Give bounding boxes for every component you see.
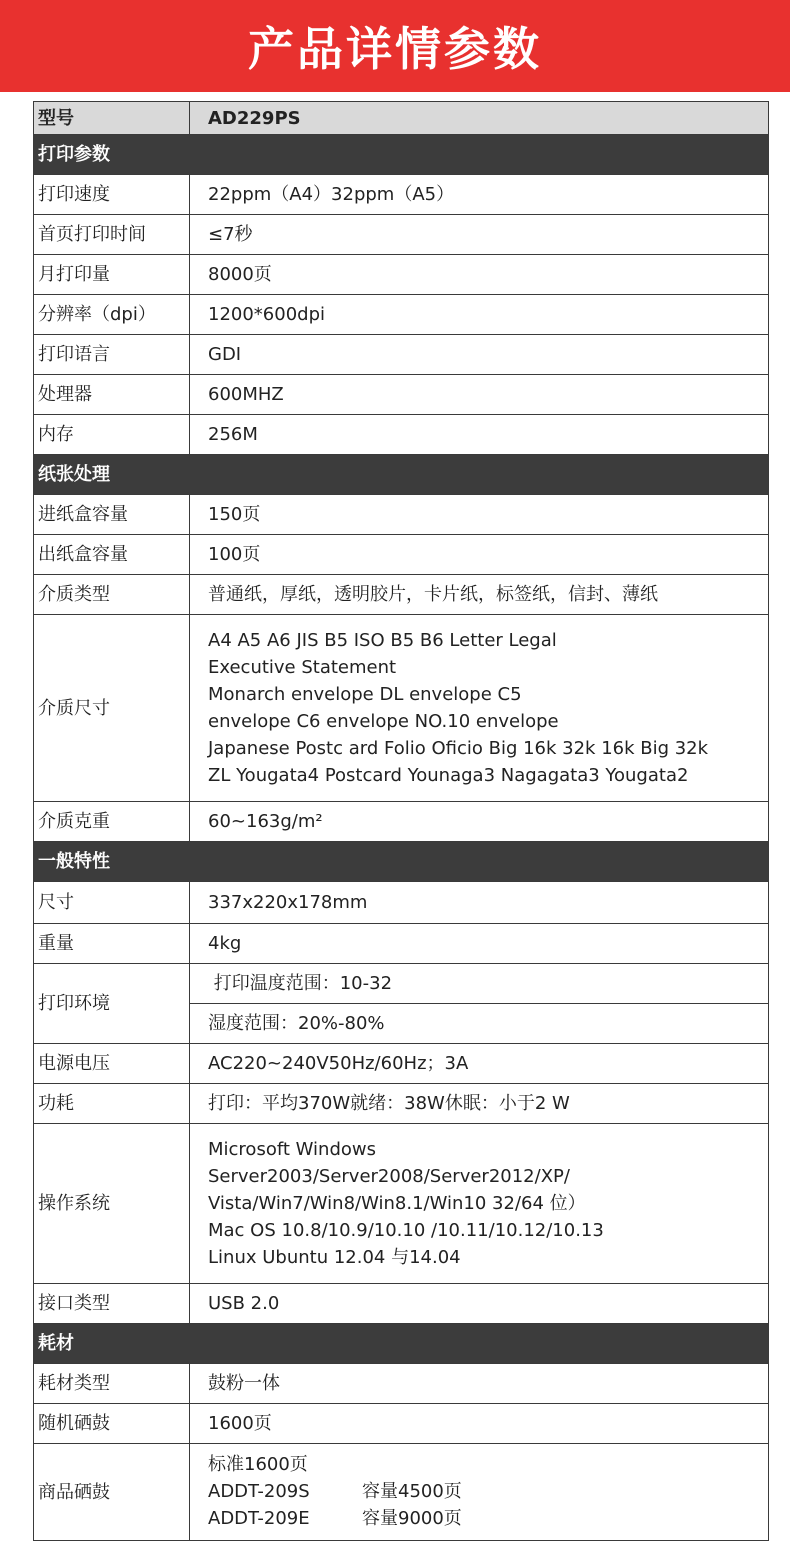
page-title: 产品详情参数 [248, 22, 542, 76]
spec-value: 普通纸，厚纸，透明胶片，卡片纸，标签纸，信封、薄纸 [190, 575, 769, 615]
media-size-line: A4 A5 A6 JIS B5 ISO B5 B6 Letter Legal [208, 630, 557, 651]
spec-value: 337x220x178mm [190, 882, 769, 924]
spec-value: USB 2.0 [190, 1284, 769, 1324]
spec-label: 耗材类型 [34, 1364, 190, 1404]
section-title-general: 一般特性 [34, 842, 769, 882]
spec-label: 介质类型 [34, 575, 190, 615]
section-header-general [34, 842, 769, 882]
section-title-consumables: 耗材 [34, 1324, 769, 1364]
table-row [34, 802, 769, 842]
spec-value: 1200*600dpi [190, 295, 769, 335]
cartridge-code: ADDT-209E [208, 1508, 310, 1529]
spec-label: 电源电压 [34, 1044, 190, 1084]
table-row [34, 175, 769, 215]
os-line: Microsoft Windows [208, 1139, 376, 1160]
table-row [34, 575, 769, 615]
spec-label: 首页打印时间 [34, 215, 190, 255]
spec-label: 内存 [34, 415, 190, 455]
section-header-paper [34, 455, 769, 495]
header-banner [0, 0, 790, 92]
media-size-line: Japanese Postc ard Folio Oficio Big 16k 32k 16k Big 32k [208, 738, 709, 759]
spec-value: 打印温度范围：10-32 [190, 964, 769, 1004]
table-row [34, 415, 769, 455]
spec-label: 接口类型 [34, 1284, 190, 1324]
spec-label: 打印语言 [34, 335, 190, 375]
cartridge-item [208, 1478, 768, 1505]
spec-value: 100页 [190, 535, 769, 575]
spec-value: 22ppm（A4）32ppm（A5） [190, 175, 769, 215]
spec-label: 尺寸 [34, 882, 190, 924]
table-row-model [34, 102, 769, 135]
table-row [34, 964, 769, 1004]
table-row [34, 495, 769, 535]
spec-value: 鼓粉一体 [190, 1364, 769, 1404]
section-header-print [34, 135, 769, 175]
spec-label: 出纸盒容量 [34, 535, 190, 575]
os-line: Mac OS 10.8/10.9/10.10 /10.11/10.12/10.13 [208, 1220, 604, 1241]
spec-value: 60~163g/m² [190, 802, 769, 842]
spec-label: 随机硒鼓 [34, 1404, 190, 1444]
table-row [34, 1284, 769, 1324]
spec-table [33, 101, 769, 1541]
table-row [34, 1404, 769, 1444]
cartridge-standard: 标准1600页 [208, 1454, 308, 1475]
spec-value: 1600页 [190, 1404, 769, 1444]
spec-label: 分辨率（dpi） [34, 295, 190, 335]
spec-value: 湿度范围：20%-80% [190, 1004, 769, 1044]
table-row [34, 1044, 769, 1084]
spec-label: 介质克重 [34, 802, 190, 842]
section-title-paper: 纸张处理 [34, 455, 769, 495]
spec-value: 4kg [190, 924, 769, 964]
cartridge-list [190, 1444, 769, 1541]
spec-label: 打印环境 [34, 964, 190, 1044]
spec-value: ≤7秒 [190, 215, 769, 255]
spec-label: 功耗 [34, 1084, 190, 1124]
table-row-media-size [34, 615, 769, 802]
table-row [34, 215, 769, 255]
table-row [34, 1364, 769, 1404]
media-size-line: Executive Statement [208, 657, 397, 678]
os-line: Linux Ubuntu 12.04 与14.04 [208, 1247, 461, 1268]
spec-value: 150页 [190, 495, 769, 535]
table-row-os [34, 1124, 769, 1284]
os-line: Vista/Win7/Win8/Win8.1/Win10 32/64 位） [208, 1193, 586, 1214]
spec-label: 重量 [34, 924, 190, 964]
spec-value: AC220~240V50Hz/60Hz；3A [190, 1044, 769, 1084]
os-list [190, 1124, 769, 1284]
spec-value: 256M [190, 415, 769, 455]
media-size-line: ZL Yougata4 Postcard Younaga3 Nagagata3 Yougata2 [208, 765, 689, 786]
model-value: AD229PS [190, 102, 769, 135]
os-line: Server2003/Server2008/Server2012/XP/ [208, 1166, 570, 1187]
table-row-cartridges [34, 1444, 769, 1541]
spec-label: 进纸盒容量 [34, 495, 190, 535]
spec-label: 打印速度 [34, 175, 190, 215]
spec-value: 打印：平均370W就绪：38W休眠：小于2 W [190, 1084, 769, 1124]
cartridge-capacity: 容量4500页 [362, 1481, 462, 1502]
spec-label: 月打印量 [34, 255, 190, 295]
spec-label: 商品硒鼓 [34, 1444, 190, 1541]
spec-value: GDI [190, 335, 769, 375]
table-row [34, 1084, 769, 1124]
table-row [34, 375, 769, 415]
spec-label: 操作系统 [34, 1124, 190, 1284]
spec-value: 600MHZ [190, 375, 769, 415]
media-size-line: envelope C6 envelope NO.10 envelope [208, 711, 559, 732]
spec-value: 8000页 [190, 255, 769, 295]
media-size-line: Monarch envelope DL envelope C5 [208, 684, 522, 705]
table-row [34, 295, 769, 335]
section-header-consumables [34, 1324, 769, 1364]
spec-label: 介质尺寸 [34, 615, 190, 802]
spec-label: 处理器 [34, 375, 190, 415]
cartridge-capacity: 容量9000页 [362, 1508, 462, 1529]
cartridge-item [208, 1505, 768, 1532]
table-row [34, 924, 769, 964]
table-row [34, 335, 769, 375]
section-title-print: 打印参数 [34, 135, 769, 175]
model-label: 型号 [34, 102, 190, 135]
table-row [34, 882, 769, 924]
table-row [34, 535, 769, 575]
table-row [34, 255, 769, 295]
media-size-list [190, 615, 769, 802]
cartridge-code: ADDT-209S [208, 1481, 310, 1502]
